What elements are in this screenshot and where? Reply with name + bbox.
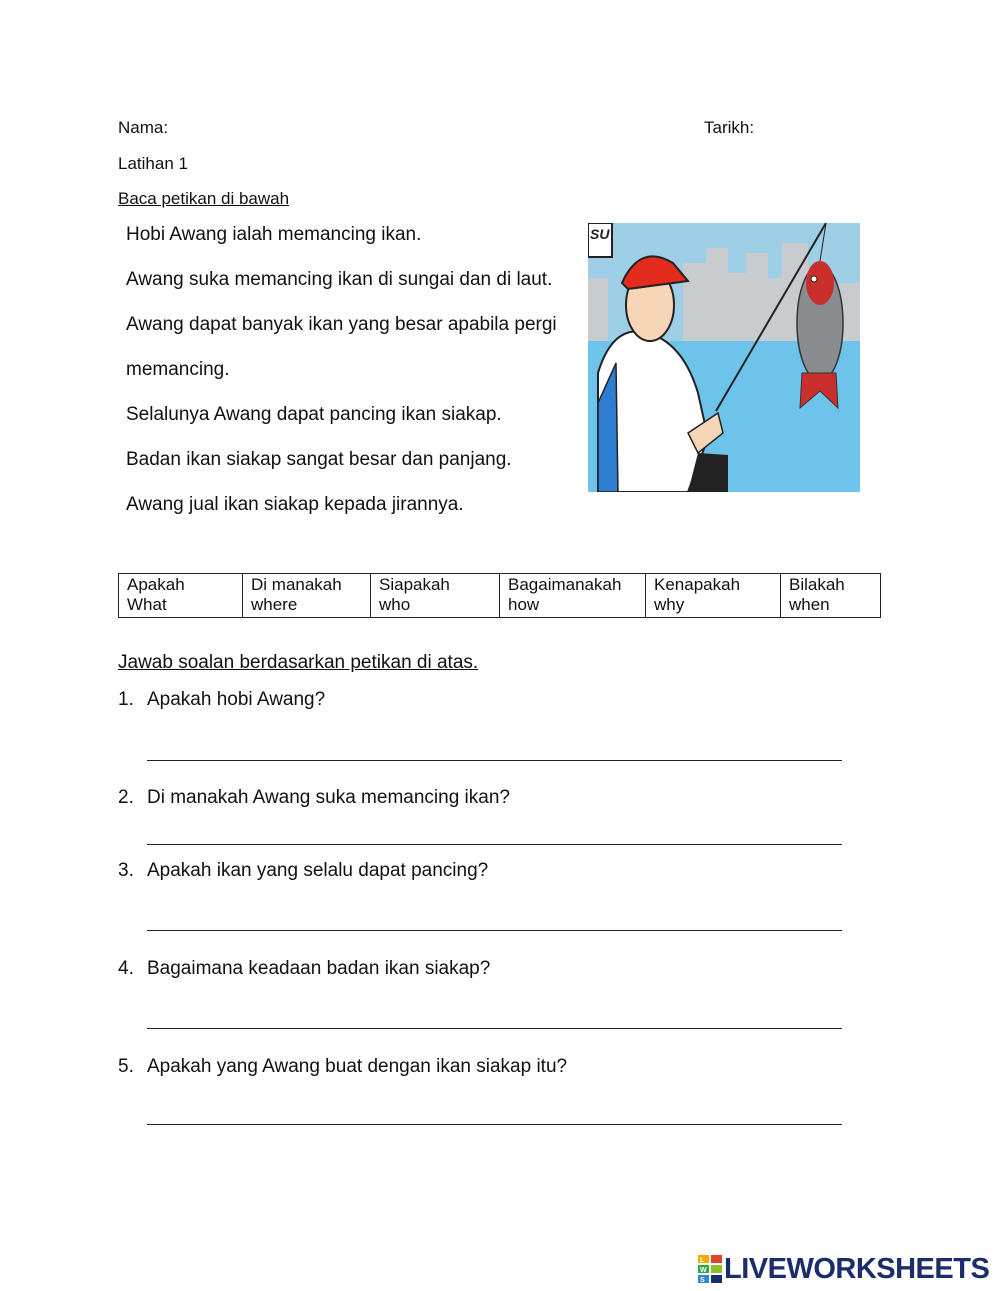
passage-line: memancing.: [126, 359, 230, 380]
question-number: 5.: [118, 1056, 134, 1077]
passage-line: Awang suka memancing ikan di sungai dan di laut.: [126, 269, 553, 290]
question-words-row: [119, 574, 881, 618]
liveworksheets-icon: [698, 1255, 724, 1283]
date-label: Tarikh:: [704, 118, 755, 137]
passage-line: Hobi Awang ialah memancing ikan.: [126, 224, 422, 245]
malay-word: Bilakah: [789, 575, 845, 594]
name-label: Nama:: [118, 118, 169, 137]
passage-line: Awang dapat banyak ikan yang besar apabila pergi: [126, 314, 557, 335]
english-word: why: [654, 595, 685, 614]
passage-line: Awang jual ikan siakap kepada jirannya.: [126, 494, 464, 515]
reading-passage: [126, 222, 586, 537]
english-word: What: [127, 595, 167, 614]
sign-text: SU: [590, 226, 610, 242]
fisherman-illustration: [588, 223, 860, 492]
question-text: Apakah yang Awang buat dengan ikan siakap itu?: [147, 1056, 568, 1077]
answer-line-1[interactable]: [147, 760, 842, 761]
question-3: [118, 860, 488, 882]
question-text: Bagaimana keadaan badan ikan siakap?: [147, 958, 491, 979]
svg-text:S: S: [700, 1277, 705, 1283]
answer-line-4[interactable]: [147, 1028, 842, 1029]
malay-word: Bagaimanakah: [508, 575, 622, 594]
question-number: 1.: [118, 689, 134, 710]
answer-instruction: Jawab soalan berdasarkan petikan di atas.: [118, 652, 479, 673]
answer-line-5[interactable]: [147, 1124, 842, 1125]
question-text: Apakah hobi Awang?: [147, 689, 326, 710]
question-text: Di manakah Awang suka memancing ikan?: [147, 787, 510, 808]
question-words-table: [118, 573, 881, 618]
english-word: where: [251, 595, 298, 614]
logo-text: LIVEWORKSHEETS: [724, 1252, 990, 1285]
question-word-cell: [119, 574, 243, 618]
malay-word: Siapakah: [379, 575, 450, 594]
svg-text:W: W: [700, 1267, 707, 1274]
malay-word: Kenapakah: [654, 575, 741, 594]
question-text: Apakah ikan yang selalu dapat pancing?: [147, 860, 489, 881]
read-instruction: Baca petikan di bawah: [118, 189, 290, 208]
fish: [797, 261, 843, 408]
question-2: [118, 787, 510, 809]
exercise-title: Latihan 1: [118, 154, 188, 173]
malay-word: Di manakah: [251, 575, 342, 594]
english-word: when: [789, 595, 830, 614]
answer-line-2[interactable]: [147, 844, 842, 845]
question-word-cell: [781, 574, 881, 618]
question-word-cell: [371, 574, 500, 618]
liveworksheets-logo[interactable]: [698, 1253, 989, 1285]
question-number: 4.: [118, 958, 134, 979]
question-number: 3.: [118, 860, 134, 881]
svg-text:L: L: [700, 1257, 705, 1264]
answer-line-3[interactable]: [147, 930, 842, 931]
question-5: [118, 1056, 567, 1078]
question-4: [118, 958, 490, 980]
question-word-cell: [646, 574, 781, 618]
english-word: who: [379, 595, 411, 614]
english-word: how: [508, 595, 540, 614]
passage-line: Selalunya Awang dapat pancing ikan siakap.: [126, 404, 502, 425]
passage-line: Badan ikan siakap sangat besar dan panjang.: [126, 449, 512, 470]
malay-word: Apakah: [127, 575, 185, 594]
question-word-cell: [500, 574, 646, 618]
question-word-cell: [243, 574, 371, 618]
question-number: 2.: [118, 787, 134, 808]
question-1: [118, 689, 325, 711]
